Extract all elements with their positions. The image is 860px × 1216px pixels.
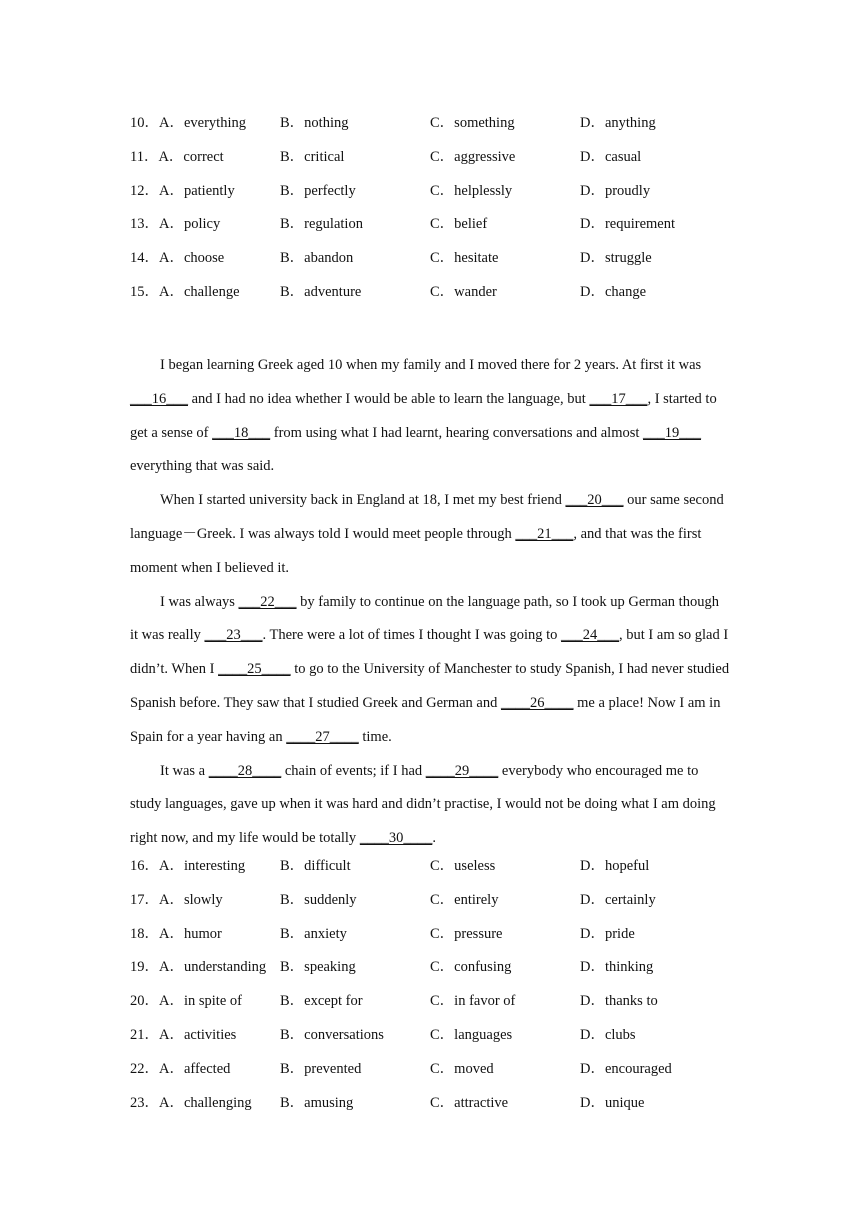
passage-paragraph-2 — [130, 484, 730, 585]
option-a: 20．A．in spite of — [130, 993, 242, 1010]
passage-text: me a place! Now I am in Spain for a year having an — [130, 694, 721, 745]
option-c: C．confusing — [430, 959, 512, 976]
blank-30: ____30____ — [359, 830, 433, 847]
option-b: B．amusing — [280, 1094, 354, 1111]
question-row — [130, 114, 750, 148]
passage-text: by family to continue on the language path, so I took up German though it was really — [130, 593, 719, 644]
option-b: B．abandon — [280, 250, 354, 267]
option-a: 13．A．policy — [130, 216, 221, 233]
passage-text: our same second language－Greek. I was always told I would meet people through — [130, 492, 724, 542]
question-row — [130, 857, 750, 891]
option-a: 21．A．activities — [130, 1026, 237, 1043]
option-a: 11．A．correct — [130, 148, 224, 165]
option-b: B．conversations — [280, 1026, 384, 1043]
blank-22: ___22___ — [238, 593, 297, 610]
blank-17: ___17___ — [589, 390, 648, 407]
passage-text: from using what I had learnt, hearing conversations and almost — [270, 424, 644, 441]
question-row — [130, 1094, 750, 1128]
question-row — [130, 1026, 750, 1060]
option-d: D．struggle — [580, 250, 652, 267]
option-d: D．thinking — [580, 959, 654, 976]
option-d: D．clubs — [580, 1026, 636, 1043]
option-c: C．in favor of — [430, 993, 516, 1010]
passage-text: When I started university back in England at 18, I met my best friend — [160, 492, 566, 509]
question-row — [130, 1060, 750, 1094]
option-b: B．regulation — [280, 216, 363, 233]
option-a: 14．A．choose — [130, 250, 225, 267]
option-b: B．adventure — [280, 283, 362, 300]
question-row — [130, 992, 750, 1026]
option-c: C．wander — [430, 283, 497, 300]
blank-20: ___20___ — [565, 492, 624, 509]
option-a: 22．A．affected — [130, 1060, 231, 1077]
passage-paragraph-3 — [130, 586, 730, 755]
question-list-bottom — [130, 857, 750, 1127]
passage-text: , and that was the first moment when I believed it. — [130, 525, 702, 576]
passage-text: everything that was said. — [130, 458, 275, 475]
blank-23: ___23___ — [204, 627, 263, 644]
blank-25: ____25____ — [218, 661, 291, 678]
blank-21: ___21___ — [515, 525, 574, 542]
option-d: D．requirement — [580, 216, 676, 233]
option-c: C．belief — [430, 216, 488, 233]
passage-text: time. — [358, 728, 392, 745]
option-b: B．suddenly — [280, 891, 357, 908]
option-c: C．attractive — [430, 1094, 509, 1111]
passage-paragraph-4 — [130, 755, 730, 856]
option-a: 19．A．understanding — [130, 959, 267, 976]
option-a: 17．A．slowly — [130, 891, 223, 908]
option-b: B．prevented — [280, 1060, 362, 1077]
option-a: 18．A．humor — [130, 925, 222, 942]
question-row — [130, 958, 750, 992]
passage-text: I was always — [160, 593, 239, 610]
option-b: B．difficult — [280, 858, 351, 874]
option-b: B．anxiety — [280, 925, 347, 942]
option-b: B．perfectly — [280, 182, 356, 199]
option-c: C．useless — [430, 858, 496, 874]
option-d: D．anything — [580, 115, 656, 131]
option-d: D．casual — [580, 148, 642, 165]
passage-text: . — [432, 830, 436, 847]
option-d: D．pride — [580, 925, 635, 942]
passage-text: and I had no idea whether I would be able to learn the language, but — [188, 390, 590, 407]
option-c: C．helplessly — [430, 182, 513, 199]
question-row — [130, 925, 750, 959]
passage-text: . There were a lot of times I thought I was going to — [262, 627, 562, 644]
option-c: C．aggressive — [430, 148, 516, 165]
question-row — [130, 215, 750, 249]
option-b: B．except for — [280, 993, 363, 1010]
option-c: C．languages — [430, 1026, 513, 1043]
blank-16: ___16___ — [130, 390, 188, 407]
question-row — [130, 148, 750, 182]
option-c: C．something — [430, 115, 515, 131]
passage-paragraph-1 — [130, 349, 730, 484]
question-row — [130, 249, 750, 283]
blank-28: ____28____ — [208, 762, 282, 779]
blank-26: ____26____ — [500, 694, 574, 711]
passage-text: to go to the University of Manchester to study Spanish, I had never studied Spanish before. They saw that I studied Greek and German and — [130, 661, 730, 711]
option-b: B．critical — [280, 148, 345, 165]
question-list-top — [130, 114, 750, 317]
option-c: C．hesitate — [430, 250, 499, 267]
blank-29: ____29____ — [425, 762, 499, 779]
option-b: B．nothing — [280, 115, 349, 131]
passage-text: , I started to get a sense of — [130, 390, 717, 441]
option-d: D．encouraged — [580, 1060, 672, 1077]
question-row — [130, 182, 750, 216]
option-a: 15．A．challenge — [130, 283, 240, 300]
passage-text: It was a — [160, 762, 209, 779]
option-b: B．speaking — [280, 959, 356, 976]
option-a: 23．A．challenging — [130, 1094, 252, 1111]
option-d: D．unique — [580, 1094, 645, 1111]
option-a: 12．A．patiently — [130, 182, 235, 199]
option-d: D．hopeful — [580, 858, 650, 874]
blank-24: ___24___ — [561, 627, 620, 644]
question-row — [130, 891, 750, 925]
blank-27: ____27____ — [286, 728, 359, 745]
passage-text: , but I am so glad I didn’t. When I — [130, 627, 729, 678]
option-d: D．change — [580, 283, 647, 300]
passage-text: chain of events; if I had — [281, 762, 426, 779]
option-d: D．thanks to — [580, 993, 658, 1010]
blank-19: ___19___ — [643, 424, 702, 441]
option-d: D．certainly — [580, 891, 656, 908]
option-a: 16．A．interesting — [130, 858, 246, 874]
option-a: 10．A．everything — [130, 115, 246, 131]
passage-text: I began learning Greek aged 10 when my family and I moved there for 2 years. At first it was — [160, 357, 702, 373]
question-row — [130, 283, 750, 317]
option-d: D．proudly — [580, 182, 651, 199]
option-c: C．moved — [430, 1060, 494, 1077]
option-c: C．entirely — [430, 891, 499, 908]
passage-text: everybody who encouraged me to study languages, gave up when it was hard and didn’t practise, I would not be doing what I am doing right now, and my life would be totally — [130, 762, 716, 847]
blank-18: ___18___ — [212, 424, 271, 441]
reading-passage — [130, 349, 730, 856]
option-c: C．pressure — [430, 925, 503, 942]
